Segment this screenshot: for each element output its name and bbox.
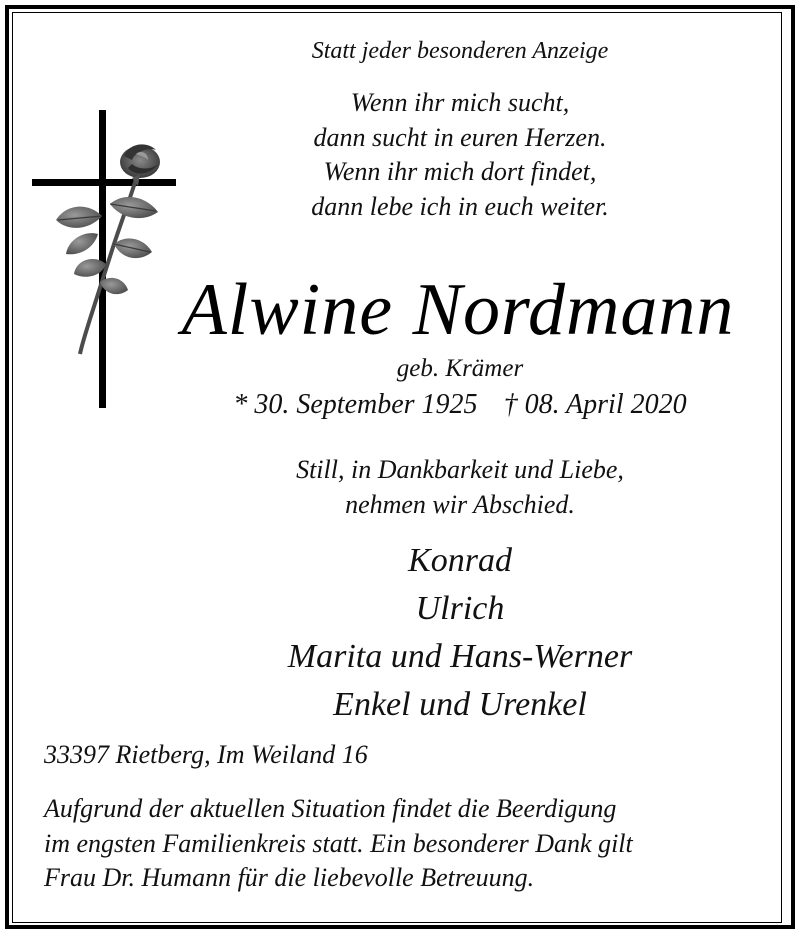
address: 33397 Rietberg, Im Weiland 16 [44, 740, 368, 769]
mourners-list [60, 537, 800, 729]
mourner: Marita und Hans-Werner [287, 638, 633, 675]
poem-line: Wenn ihr mich sucht, [350, 88, 570, 117]
poem-line: dann sucht in euren Herzen. [313, 122, 607, 152]
birth-date: * 30. September 1925 [233, 389, 478, 420]
notice-header: Statt jeder besonderen Anzeige [311, 38, 609, 64]
funeral-note [44, 792, 784, 896]
farewell-line: Still, in Dankbarkeit und Liebe, [296, 455, 624, 484]
deceased-name: Alwine Nordmann [181, 269, 735, 351]
farewell-text [60, 452, 800, 522]
maiden-name: geb. Krämer [396, 355, 524, 382]
note-line: Aufgrund der aktuellen Situation findet die Beerdigung [44, 794, 617, 823]
life-dates [60, 389, 800, 421]
farewell-line: nehmen wir Abschied. [345, 490, 575, 519]
death-date: † 08. April 2020 [503, 389, 687, 420]
mourner: Enkel und Urenkel [333, 686, 587, 723]
mourner: Konrad [408, 542, 512, 579]
poem-line: dann lebe ich in euch weiter. [311, 191, 609, 221]
mourner: Ulrich [415, 590, 505, 627]
note-line: Frau Dr. Humann für die liebevolle Betreuung. [44, 863, 535, 892]
poem [60, 86, 800, 224]
note-line: im engsten Familienkreis statt. Ein besonderer Dank gilt [44, 828, 633, 858]
poem-line: Wenn ihr mich dort findet, [323, 157, 597, 186]
